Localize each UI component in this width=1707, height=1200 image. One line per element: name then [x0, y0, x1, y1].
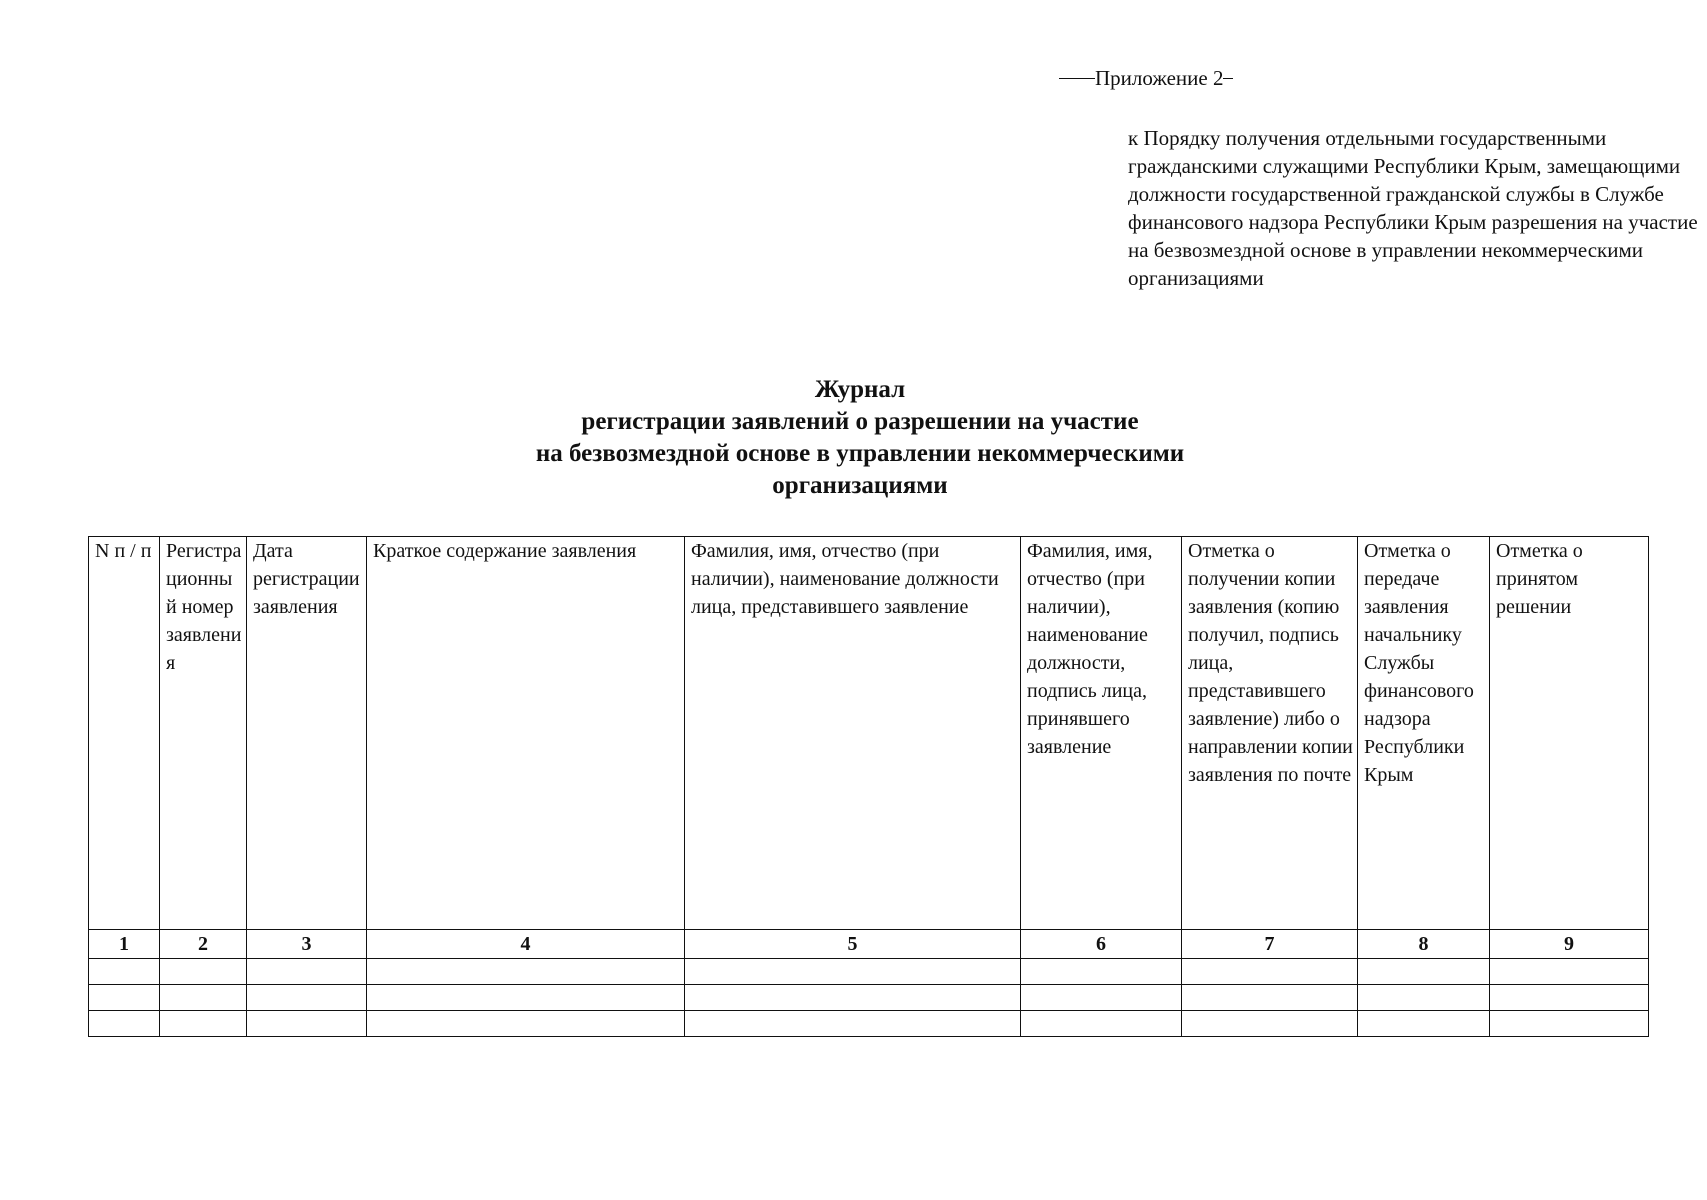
column-number: 7 [1182, 930, 1358, 959]
header-cell-registration-number: Регистрационный номер заявления [160, 537, 247, 930]
table-cell [1358, 959, 1490, 985]
table-cell [1182, 1011, 1358, 1037]
column-number: 3 [247, 930, 367, 959]
document-title-line-1: Журнал [814, 376, 906, 403]
table-cell [1358, 985, 1490, 1011]
table-cell [685, 985, 1021, 1011]
column-number: 2 [160, 930, 247, 959]
table-header-row [89, 537, 1649, 930]
appendix-text: к Порядку получения отдельными государственными гражданскими служащими Республики Крым, замещающими должности государственной гражданской службы в Службе финансового надзора Республики Крым разрешения на участие на безвозмездной основе в управлении некоммерческими организациями [1128, 126, 1698, 290]
table-cell [89, 1011, 160, 1037]
document-title-line-3: на безвозмездной основе в управлении некоммерческими [535, 440, 1185, 467]
table-cell [247, 1011, 367, 1037]
table-cell [160, 1011, 247, 1037]
table-cell [685, 959, 1021, 985]
document-title-line-2: регистрации заявлений о разрешении на участие [581, 408, 1139, 435]
header-cell-applicant: Фамилия, имя, отчество (при наличии), наименование должности лица, представившего заявление [685, 537, 1021, 930]
table-cell [1490, 985, 1649, 1011]
table-cell [1358, 1011, 1490, 1037]
column-number: 6 [1021, 930, 1182, 959]
table-cell [1021, 959, 1182, 985]
table-cell [247, 985, 367, 1011]
column-number: 4 [367, 930, 685, 959]
table-cell [1490, 1011, 1649, 1037]
table-cell [1182, 959, 1358, 985]
table-cell [685, 1011, 1021, 1037]
table-cell [247, 959, 367, 985]
header-cell-number: N п / п [89, 537, 160, 930]
header-cell-registration-date: Дата регистрации заявления [247, 537, 367, 930]
document-title [400, 374, 1320, 502]
table-cell [1490, 959, 1649, 985]
header-cell-summary: Краткое содержание заявления [367, 537, 685, 930]
table-cell [89, 959, 160, 985]
decorative-rule-right [1223, 78, 1233, 79]
column-number: 9 [1490, 930, 1649, 959]
column-number: 1 [89, 930, 160, 959]
column-number: 8 [1358, 930, 1490, 959]
header-cell-receiver: Фамилия, имя, отчество (при наличии), наименование должности, подпись лица, принявшего заявление [1021, 537, 1182, 930]
table-row [89, 985, 1649, 1011]
appendix-title-text: Приложение 2 [1095, 66, 1224, 90]
table-cell [160, 985, 247, 1011]
header-cell-transfer-mark: Отметка о передаче заявления начальнику Службы финансового надзора Республики Крым [1358, 537, 1490, 930]
table-row [89, 959, 1649, 985]
header-cell-decision-mark: Отметка о принятом решении [1490, 537, 1649, 930]
table-cell [160, 959, 247, 985]
table-cell [1021, 1011, 1182, 1037]
table-cell [1182, 985, 1358, 1011]
table-row [89, 1011, 1649, 1037]
table-cell [89, 985, 160, 1011]
appendix-title [1095, 66, 1223, 90]
table-cell [367, 959, 685, 985]
journal-table [88, 536, 1649, 1037]
table-cell [367, 1011, 685, 1037]
table-cell [1021, 985, 1182, 1011]
column-number: 5 [685, 930, 1021, 959]
decorative-rule-left [1059, 78, 1095, 79]
document-title-line-4: организациями [772, 472, 948, 499]
header-cell-copy-mark: Отметка о получении копии заявления (копию получил, подпись лица, представившего заявление) либо о направлении копии заявления по почте [1182, 537, 1358, 930]
table-cell [367, 985, 685, 1011]
column-number-row [89, 930, 1649, 959]
